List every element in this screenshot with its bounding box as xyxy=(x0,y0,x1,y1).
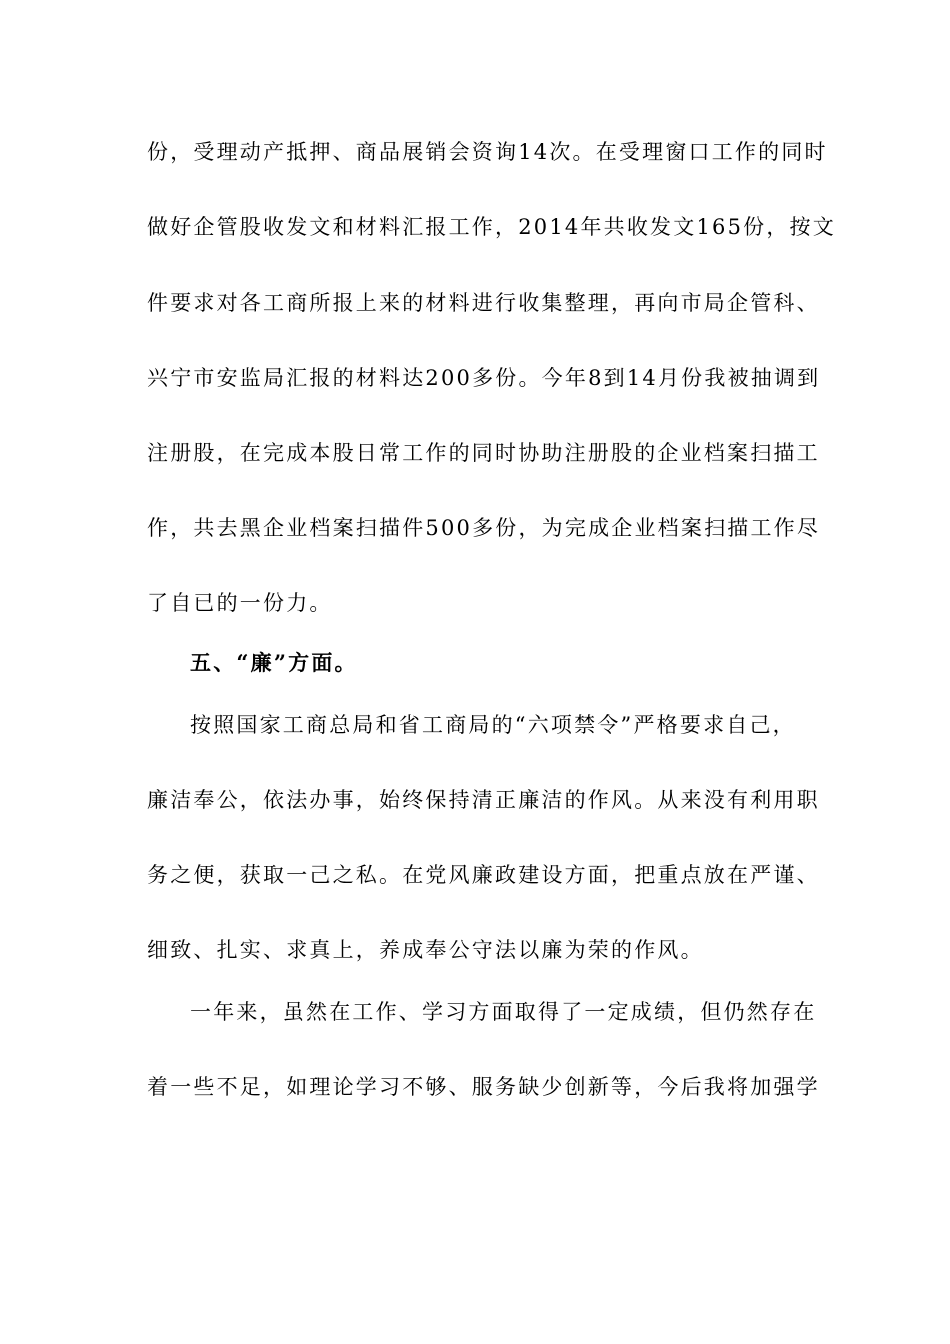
paragraph-line: 细致、扎实、求真上，养成奉公守法以廉为荣的作风。 xyxy=(147,938,704,962)
paragraph-line: 做好企管股收发文和材料汇报工作，2014年共收发文165份，按文 xyxy=(147,215,836,239)
paragraph-line: 作，共去黑企业档案扫描件500多份，为完成企业档案扫描工作尽 xyxy=(147,516,821,540)
paragraph-line: 廉洁奉公，依法办事，始终保持清正廉洁的作风。从来没有利用职 xyxy=(147,788,820,812)
paragraph-line: 兴宁市安监局汇报的材料达200多份。今年8到14月份我被抽调到 xyxy=(147,366,821,390)
paragraph-line: 件要求对各工商所报上来的材料进行收集整理，再向市局企管科、 xyxy=(147,291,820,315)
paragraph-line: 务之便，获取一己之私。在党风廉政建设方面，把重点放在严谨、 xyxy=(147,863,820,887)
paragraph-line: 注册股，在完成本股日常工作的同时协助注册股的企业档案扫描工 xyxy=(147,441,820,465)
paragraph-line: 按照国家工商总局和省工商局的“六项禁令”严格要求自己， xyxy=(190,713,796,737)
paragraph-line: 着一些不足，如理论学习不够、服务缺少创新等，今后我将加强学 xyxy=(147,1075,820,1099)
paragraph-line: 了自已的一份力。 xyxy=(147,591,333,615)
paragraph-line: 一年来，虽然在工作、学习方面取得了一定成绩，但仍然存在 xyxy=(190,1000,817,1024)
section-heading: 五、“廉”方面。 xyxy=(190,650,358,675)
paragraph-line: 份，受理动产抵押、商品展销会资询14次。在受理窗口工作的同时 xyxy=(147,140,828,164)
